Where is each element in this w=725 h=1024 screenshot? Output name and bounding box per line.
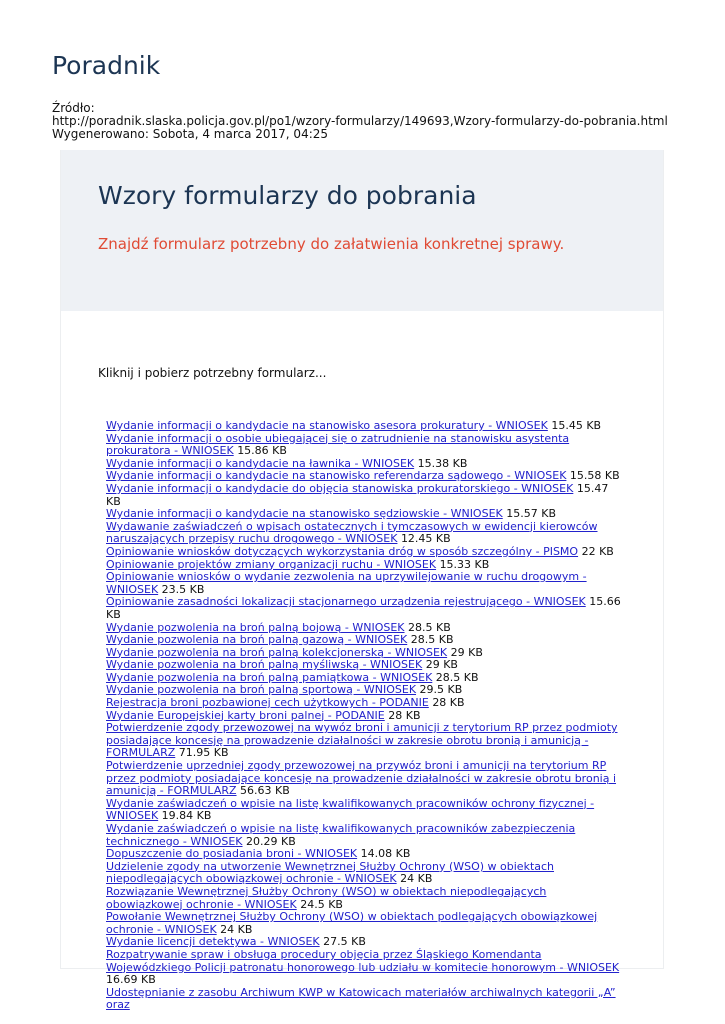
page-lead: Znajdź formularz potrzebny do załatwienia konkretnej sprawy. <box>98 235 565 253</box>
file-size: 16.69 KB <box>106 973 156 987</box>
list-item <box>106 521 626 546</box>
list-item <box>106 760 626 798</box>
document-link[interactable]: Wydanie pozwolenia na broń palną pamiątkowa - WNIOSEK <box>106 670 433 684</box>
document-link[interactable]: Rejestracja broni pozbawionej cech użytkowych - PODANIE <box>106 696 429 710</box>
file-size: 27.5 KB <box>323 935 366 949</box>
source-url: http://poradnik.slaska.policja.gov.pl/po1/wzory-formularzy/149693,Wzory-formularzy-do-pobrania.html <box>52 114 668 128</box>
list-item <box>106 911 626 936</box>
file-size: 15.45 KB <box>551 419 602 432</box>
file-size: 22 KB <box>581 544 614 558</box>
document-list <box>106 420 626 1012</box>
document-link[interactable]: Wydanie informacji o kandydacie na stanowisko referendarza sądowego - WNIOSEK <box>106 469 567 483</box>
file-size: 15.47 KB <box>106 481 609 508</box>
document-link[interactable]: Wydanie pozwolenia na broń palną sportową - WNIOSEK <box>106 683 417 697</box>
file-size: 56.63 KB <box>240 784 290 798</box>
document-link[interactable]: Wydanie informacji o kandydacie do objęcia stanowiska prokuratorskiego - WNIOSEK <box>106 481 574 495</box>
document-link[interactable]: Rozpatrywanie spraw i obsługa procedury objęcia przez Śląskiego Komendanta Wojewódzkiego Policji patronatu honorowego lub udziału w komitecie honorowym - WNIOSEK <box>106 947 620 974</box>
document-link[interactable]: Wydanie zaświadczeń o wpisie na listę kwalifikowanych pracowników zabezpieczenia technicznego - WNIOSEK <box>106 822 576 848</box>
document-link[interactable]: Wydanie zaświadczeń o wpisie na listę kwalifikowanych pracowników ochrony fizycznej - WNIOSEK <box>106 796 595 823</box>
document-meta <box>52 102 668 141</box>
document-link[interactable]: Dopuszczenie do posiadania broni - WNIOSEK <box>106 847 358 861</box>
document-link[interactable]: Wydawanie zaświadczeń o wpisach ostatecznych i tymczasowych w ewidencji kierowców naruszających przepisy ruchu drogowego - WNIOSEK <box>106 519 598 546</box>
document-link[interactable]: Wydanie informacji o kandydacie na ławnika - WNIOSEK <box>106 456 415 470</box>
list-item <box>106 596 626 621</box>
document-link[interactable]: Powołanie Wewnętrznej Służby Ochrony (WSO) w obiektach podlegających obowiązkowej ochronie - WNIOSEK <box>106 910 598 936</box>
document-link[interactable]: Wydanie pozwolenia na broń palną kolekcjonerską - WNIOSEK <box>106 645 448 659</box>
document-link[interactable]: Wydanie Europejskiej karty broni palnej - PODANIE <box>106 708 385 722</box>
file-size: 15.86 KB <box>237 444 287 458</box>
document-link[interactable]: Potwierdzenie zgody przewozowej na wywóz broni i amunicji z terytorium RP przez podmioty posiadające koncesję na prowadzenie działalności w zakresie obrotu bronią i amunicją - FORMULARZ <box>106 721 618 760</box>
file-size: 28.5 KB <box>435 670 479 684</box>
file-size: 15.38 KB <box>417 456 468 470</box>
document-link[interactable]: Opiniowanie zasadności lokalizacji stacjonarnego urządzenia rejestrującego - WNIOSEK <box>106 595 586 609</box>
file-size: 20.29 KB <box>246 834 296 848</box>
file-size: 24 KB <box>220 922 253 936</box>
file-size: 28.5 KB <box>408 620 451 634</box>
file-size: 15.66 KB <box>106 595 621 621</box>
document-link[interactable]: Wydanie informacji o kandydacie na stanowisko asesora prokuratury - WNIOSEK <box>106 419 548 432</box>
file-size: 24 KB <box>400 872 433 886</box>
list-item <box>106 433 626 458</box>
file-size: 15.33 KB <box>439 557 490 571</box>
file-size: 71.95 KB <box>178 746 229 760</box>
list-item <box>106 987 626 1012</box>
document-link[interactable]: Opiniowanie wniosków dotyczących wykorzystania dróg w sposób szczególny - PISMO <box>106 544 579 558</box>
generated-date: Wygenerowano: Sobota, 4 marca 2017, 04:25 <box>52 127 329 141</box>
list-item <box>106 823 626 848</box>
document-link[interactable]: Opiniowanie projektów zmiany organizacji ruchu - WNIOSEK <box>106 557 437 571</box>
list-item <box>106 861 626 886</box>
page-title: Wzory formularzy do pobrania <box>98 181 477 210</box>
document-link[interactable]: Udostępnianie z zasobu Archiwum KWP w Katowicach materiałów archiwalnych kategorii „A” oraz <box>106 985 616 1012</box>
content-card <box>60 150 664 1012</box>
file-size: 28.5 KB <box>410 633 454 647</box>
document-link[interactable]: Potwierdzenie uprzedniej zgody przewozowej na przywóz broni i amunicji na terytorium RP przez podmioty posiadające koncesję na prowadzenie działalności w zakresie obrotu bronią i amunicją - FORMULARZ <box>106 759 617 798</box>
file-size: 15.58 KB <box>569 469 620 483</box>
file-size: 19.84 KB <box>161 809 212 823</box>
file-size: 29.5 KB <box>419 683 463 697</box>
source-label: Źródło: <box>52 101 95 115</box>
list-item <box>106 949 626 987</box>
file-size: 29 KB <box>450 645 483 659</box>
intro-text: Kliknij i pobierz potrzebny formularz... <box>98 366 327 380</box>
list-item <box>106 722 626 760</box>
document-link[interactable]: Opiniowanie wniosków o wydanie zezwolenia na uprzywilejowanie w ruchu drogowym - WNIOSEK <box>106 570 587 596</box>
file-size: 24.5 KB <box>300 897 343 911</box>
file-size: 28 KB <box>388 708 421 722</box>
file-size: 14.08 KB <box>360 847 411 861</box>
file-size: 29 KB <box>425 658 458 672</box>
file-size: 23.5 KB <box>161 582 205 596</box>
document-link[interactable]: Udzielenie zgody na utworzenie Wewnętrznej Służby Ochrony (WSO) w obiektach niepodlegających obowiązkowej ochronie - WNIOSEK <box>106 859 555 886</box>
document-link[interactable]: Rozwiązanie Wewnętrznej Służby Ochrony (WSO) w obiektach niepodlegających obowiązkowej ochronie - WNIOSEK <box>106 884 547 911</box>
document-link[interactable]: Wydanie pozwolenia na broń palną myśliwską - WNIOSEK <box>106 658 423 672</box>
document-link[interactable]: Wydanie licencji detektywa - WNIOSEK <box>106 935 320 949</box>
file-size: 15.57 KB <box>506 507 556 521</box>
file-size: 12.45 KB <box>400 532 451 546</box>
document-link[interactable]: Wydanie informacji o osobie ubiegającej się o zatrudnienie na stanowisku asystenta prokuratora - WNIOSEK <box>106 431 570 458</box>
site-title: Poradnik <box>52 51 161 80</box>
list-item <box>106 886 626 911</box>
document-link[interactable]: Wydanie pozwolenia na broń palną gazową - WNIOSEK <box>106 633 408 647</box>
file-size: 28 KB <box>432 696 465 710</box>
list-item <box>106 483 626 508</box>
document-link[interactable]: Wydanie pozwolenia na broń palną bojową - WNIOSEK <box>106 620 405 634</box>
list-item <box>106 798 626 823</box>
list-item <box>106 571 626 596</box>
document-link[interactable]: Wydanie informacji o kandydacie na stanowisko sędziowskie - WNIOSEK <box>106 507 503 521</box>
page-header <box>61 150 663 311</box>
